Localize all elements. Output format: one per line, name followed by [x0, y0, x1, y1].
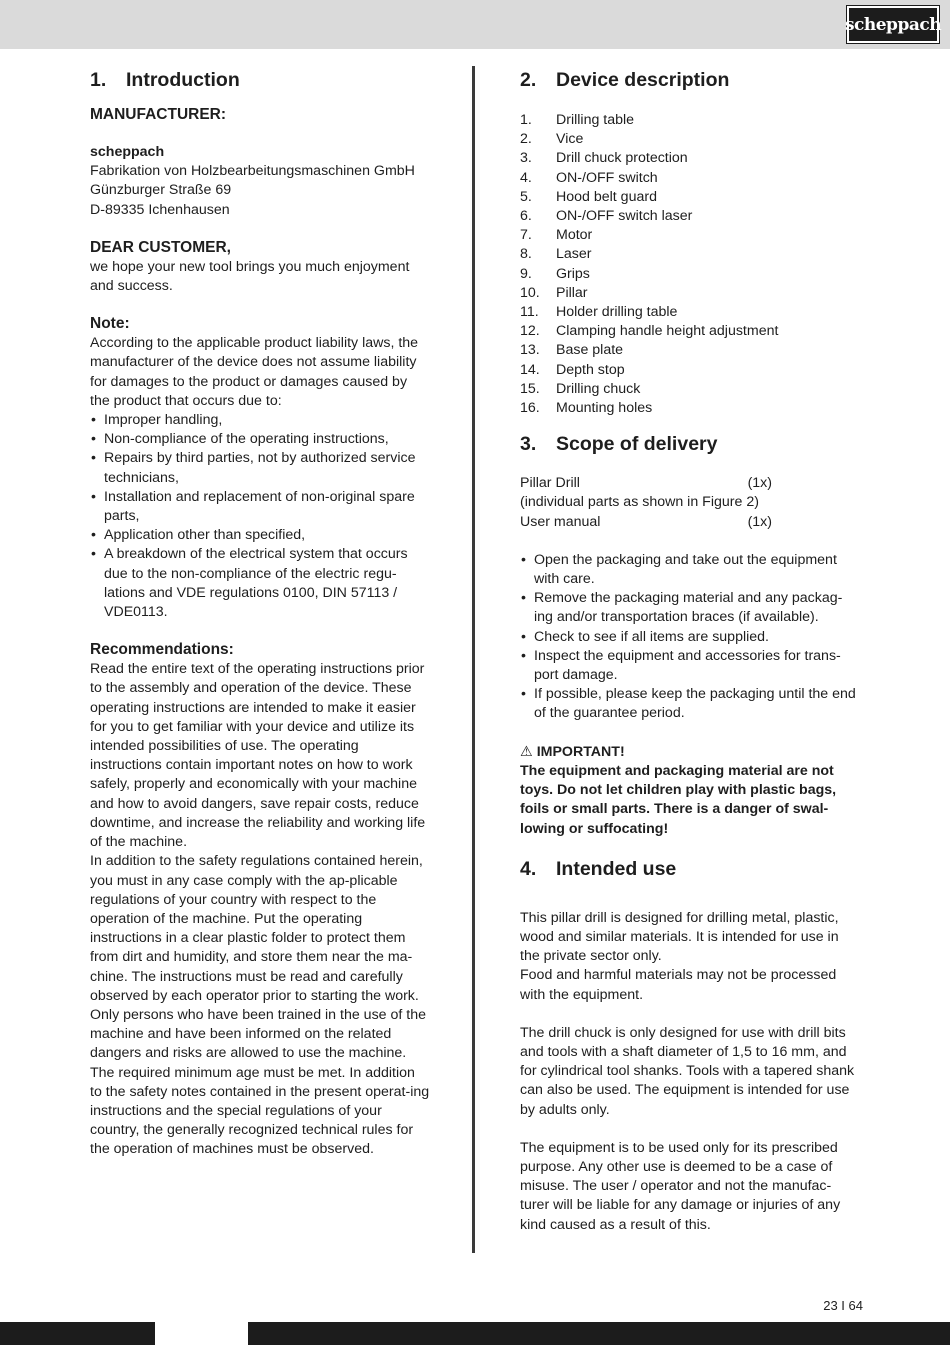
- note-text: According to the applicable product liability laws, the manufacturer of the device does not assume liability for damages to the product or damages caused by the product that occurs due to:: [90, 335, 419, 409]
- intended-use-text: This pillar drill is designed for drilling metal, plastic, wood and similar materials. It is intended for use in the private sector only.: [520, 909, 839, 965]
- scope-qty: (1x): [747, 513, 772, 530]
- intro-number: 1.: [90, 69, 107, 91]
- item-label: Laser: [556, 246, 592, 263]
- scope-row: [520, 513, 772, 532]
- manufacturer-heading: MANUFACTURER:: [90, 106, 227, 123]
- scope-heading: [520, 430, 860, 458]
- list-item: [520, 149, 860, 168]
- right-column: [520, 66, 860, 1235]
- list-item: • Installation and replacement of non-original spare parts,: [90, 488, 430, 526]
- scope-contents: [520, 474, 860, 532]
- item-label: Vice: [556, 131, 584, 148]
- item-label: Mounting holes: [556, 400, 653, 417]
- item-label: Base plate: [556, 342, 624, 359]
- item-label: Pillar: [556, 284, 588, 301]
- item-number: 7.: [520, 227, 532, 244]
- list-item: [520, 303, 860, 322]
- left-column: [90, 66, 430, 1160]
- list-item: [520, 111, 860, 130]
- scope-qty: (1x): [747, 475, 772, 492]
- important-text: The equipment and packaging material are not toys. Do not let children play with plastic bags, foils or small parts. There is a danger of swal-lowing or suffocating!: [520, 762, 837, 837]
- device-number: 2.: [520, 69, 537, 91]
- item-number: 6.: [520, 208, 532, 225]
- note-heading: Note:: [90, 315, 130, 333]
- address-line: D-89335 Ichenhausen: [90, 201, 230, 218]
- note-list: [90, 411, 430, 622]
- item-number: 14.: [520, 361, 540, 378]
- logo-text: scheppach: [844, 14, 942, 35]
- parts-list: [520, 111, 860, 418]
- list-item: [520, 265, 860, 284]
- item-label: Grips: [556, 265, 590, 282]
- list-item: • Non-compliance of the operating instructions,: [90, 430, 430, 449]
- item-number: 4.: [520, 169, 532, 186]
- dear-customer-text: we hope your new tool brings you much enjoyment and success.: [90, 258, 410, 295]
- list-item: [520, 245, 860, 264]
- list-item: [520, 399, 860, 418]
- item-label: Drill chuck protection: [556, 150, 688, 167]
- important-heading: [520, 743, 860, 762]
- important-label: IMPORTANT!: [536, 743, 625, 760]
- intended-use-title: Intended use: [556, 857, 677, 880]
- list-item: • Application other than specified,: [90, 526, 430, 545]
- scope-row: [520, 474, 772, 493]
- item-label: Holder drilling table: [556, 304, 678, 321]
- footer-bar: [0, 1322, 950, 1345]
- scope-item: Pillar Drill: [520, 475, 580, 492]
- scope-bullets: [520, 551, 860, 724]
- item-number: 11.: [520, 304, 539, 321]
- list-item: [520, 226, 860, 245]
- list-item: [520, 322, 860, 341]
- device-title: Device description: [556, 69, 730, 91]
- intended-use-text: Food and harmful materials may not be processed with the equipment.: [520, 967, 837, 1003]
- list-item: • If possible, please keep the packaging until the end of the guarantee period.: [520, 685, 860, 723]
- item-label: Hood belt guard: [556, 188, 657, 205]
- warning-triangle-icon: ⚠: [520, 743, 533, 760]
- list-item: [520, 380, 860, 399]
- scope-number: 3.: [520, 433, 537, 456]
- recommendations-text: Read the entire text of the operating instructions prior to the assembly and operation of the device. These operating instructions are intended to make it easier for you to get familiar with your device and utilize its intended possibilities of use. The operating instructions contain important notes on how to work safely, properly and economically with your machine and how to avoid dangers, save repair costs, reduce downtime, and increase the reliability and working life of the machine.: [90, 661, 426, 851]
- intended-use-number: 4.: [520, 857, 537, 880]
- item-number: 15.: [520, 380, 540, 397]
- list-item: • Check to see if all items are supplied.: [520, 628, 860, 647]
- item-label: Depth stop: [556, 361, 625, 378]
- item-number: 9.: [520, 265, 532, 282]
- footer-bar-gap: [155, 1322, 248, 1345]
- scope-note: (individual parts as shown in Figure 2): [520, 494, 759, 511]
- company-name: scheppach: [90, 144, 165, 160]
- item-number: 10.: [520, 284, 540, 301]
- item-number: 5.: [520, 188, 532, 205]
- page-number: 23 I 64: [823, 1298, 863, 1313]
- intro-heading: [90, 66, 430, 94]
- list-item: • A breakdown of the electrical system that occurs due to the non-compliance of the electric regu-lations and VDE regulations 0100, DIN 57113 / VDE0113.: [90, 545, 430, 622]
- list-item: [520, 169, 860, 188]
- intended-use-text: The equipment is to be used only for its prescribed purpose. Any other use is deemed to be a case of misuse. The user / operator and not the manufac-turer will be liable for any damage or injuries of any kind caused as a result of this.: [520, 1139, 841, 1233]
- intro-title: Introduction: [126, 69, 240, 91]
- list-item: [520, 130, 860, 149]
- address-line: Fabrikation von Holzbearbeitungsmaschinen GmbH: [90, 163, 415, 180]
- item-label: Drilling chuck: [556, 380, 641, 397]
- device-heading: [520, 66, 860, 94]
- list-item: [520, 284, 860, 303]
- intended-use-text: The drill chuck is only designed for use with drill bits and tools with a shaft diameter of 1,5 to 16 mm, and for cylindrical tool shanks. Tools with a tapered shank can also be used. The equipment is intended for use by adults only.: [520, 1024, 855, 1118]
- item-label: Motor: [556, 227, 593, 244]
- item-label: Drilling table: [556, 112, 635, 128]
- item-number: 13.: [520, 342, 540, 359]
- intended-use-heading: [520, 855, 860, 883]
- brand-logo: [844, 6, 942, 43]
- recommendations-text: In addition to the safety regulations contained herein, you must in any case comply with the ap-plicable regulations of your country with respect to the operation of the machine. Put the operating instructions in a clear plastic folder to protect them from dirt and humidity, and store them near the ma-chine. The instructions must be read and carefully observed by each operator prior to starting the work. Only persons who have been trained in the use of the machine and have been informed on the related dangers and risks are allowed to use the machine. The required minimum age must be met. In addition to the safety notes contained in the present operat-ing instructions and the special regulations of your country, the generally recognized technical rules for the operation of machines must be observed.: [90, 853, 430, 1158]
- item-number: 2.: [520, 131, 532, 148]
- recommendations-heading: Recommendations:: [90, 641, 234, 659]
- list-item: • Repairs by third parties, not by authorized service technicians,: [90, 449, 430, 487]
- list-item: • Remove the packaging material and any packag-ing and/or transportation braces (if available).: [520, 589, 860, 627]
- scope-item: User manual: [520, 513, 601, 530]
- item-label: Clamping handle height adjustment: [556, 323, 779, 340]
- item-number: 3.: [520, 150, 532, 167]
- list-item: [520, 361, 860, 380]
- list-item: • Open the packaging and take out the equipment with care.: [520, 551, 860, 589]
- item-number: 8.: [520, 246, 532, 263]
- list-item: [520, 341, 860, 360]
- item-number: 16.: [520, 400, 540, 417]
- scope-title: Scope of delivery: [556, 433, 718, 456]
- item-label: ON-/OFF switch laser: [556, 208, 693, 225]
- list-item: [520, 207, 860, 226]
- list-item: • Improper handling,: [90, 411, 430, 430]
- item-number: 12.: [520, 323, 540, 340]
- item-label: ON-/OFF switch: [556, 169, 658, 186]
- column-divider: [472, 66, 475, 1253]
- list-item: • Inspect the equipment and accessories for trans-port damage.: [520, 647, 860, 685]
- item-number: 1.: [520, 112, 532, 128]
- list-item: [520, 188, 860, 207]
- header-bar: [0, 0, 950, 49]
- address-line: Günzburger Straße 69: [90, 182, 232, 199]
- dear-customer-heading: DEAR CUSTOMER,: [90, 238, 231, 256]
